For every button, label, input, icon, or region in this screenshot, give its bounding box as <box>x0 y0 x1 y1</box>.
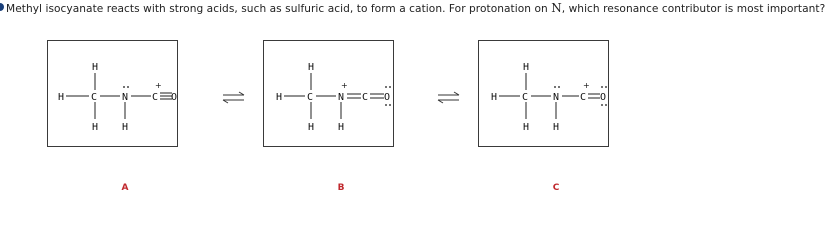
atom-n: N <box>122 92 129 103</box>
atom-n: N <box>553 92 560 103</box>
atom-h-bottom-c: H <box>92 122 99 133</box>
atom-h-left: H <box>276 92 283 103</box>
atom-h-left: H <box>58 92 65 103</box>
charge-plus: + <box>155 81 162 90</box>
atom-h-top: H <box>308 62 315 73</box>
atom-h-bottom-n: H <box>122 122 129 133</box>
structure-b-diagram <box>264 41 395 148</box>
atom-o: O <box>600 92 607 103</box>
atom-h-top: H <box>92 62 99 73</box>
lone-pair-dot <box>389 104 391 106</box>
question-text <box>6 1 825 15</box>
lone-pair-dot <box>127 86 129 88</box>
lone-pair-dot <box>123 86 125 88</box>
question-atom-n: N <box>551 1 562 15</box>
atom-c-carbonyl: C <box>580 92 587 103</box>
structure-c-diagram <box>479 41 610 148</box>
structure-a-diagram <box>48 41 179 148</box>
atom-c-methyl: C <box>91 92 98 103</box>
atom-h-bottom-c: H <box>308 122 315 133</box>
atom-h-bottom-n: H <box>553 122 560 133</box>
atom-h-top: H <box>523 62 530 73</box>
lone-pair-dot <box>385 86 387 88</box>
lone-pair-dot <box>605 86 607 88</box>
choice-label-b[interactable]: B <box>337 183 345 193</box>
choice-label-c[interactable]: C <box>552 183 560 193</box>
structure-a-box <box>47 40 178 147</box>
equilibrium-arrow <box>222 92 246 104</box>
question-marker <box>0 3 4 11</box>
structure-b-box <box>263 40 394 147</box>
atom-c-methyl: C <box>522 92 529 103</box>
lone-pair-dot <box>601 86 603 88</box>
atom-c-carbonyl: C <box>152 92 159 103</box>
atom-o: O <box>171 92 178 103</box>
lone-pair-dot <box>385 104 387 106</box>
question-text-before: Methyl isocyanate reacts with strong acids, such as sulfuric acid, to form a cation. For protonation on <box>6 3 552 15</box>
atom-c-methyl: C <box>307 92 314 103</box>
question-text-after: , which resonance contributor is most important? <box>561 3 825 15</box>
choice-label-a[interactable]: A <box>121 183 129 193</box>
structure-c-box <box>478 40 609 147</box>
lone-pair-dot <box>389 86 391 88</box>
atom-h-left: H <box>491 92 498 103</box>
atom-o: O <box>384 92 391 103</box>
lone-pair-dot <box>554 86 556 88</box>
atom-c-carbonyl: C <box>362 92 369 103</box>
atom-n: N <box>338 92 345 103</box>
lone-pair-dot <box>601 104 603 106</box>
atom-h-bottom-n: H <box>338 122 345 133</box>
lone-pair-dot <box>605 104 607 106</box>
charge-plus: + <box>583 81 590 90</box>
lone-pair-dot <box>558 86 560 88</box>
charge-plus: + <box>341 81 348 90</box>
atom-h-bottom-c: H <box>523 122 530 133</box>
equilibrium-arrow <box>437 92 461 104</box>
